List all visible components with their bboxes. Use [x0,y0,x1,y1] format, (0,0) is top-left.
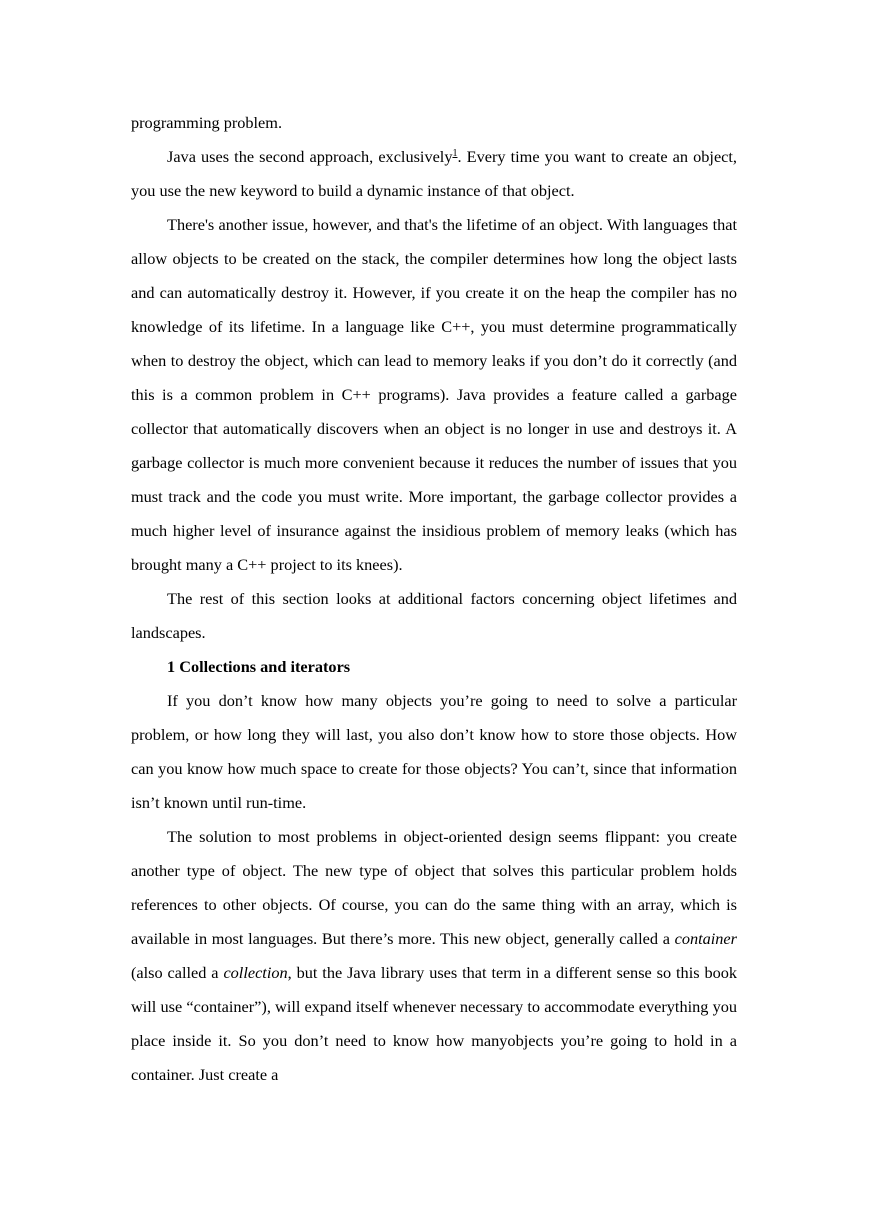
paragraph-text: (also called a [131,963,224,982]
paragraph-text: Java uses the second approach, exclusively [167,147,453,166]
term-collection: collection [223,963,288,982]
paragraph-text: The solution to most problems in object-oriented design seems flippant: you create another type of object. The new type of object that solves this particular problem holds references to other objects. Of course, you can do the same thing with an array, which is available in most languages. But there’s more. This new object, generally called a [131,827,737,948]
paragraph-unknown-objects: If you don’t know how many objects you’re going to need to solve a particular problem, or how long they will last, you also don’t know how to store those objects. How can you know how much space to create for those objects? You can’t, since that information isn’t known until run-time. [131,691,737,812]
paragraph-text: . Every time you want to create an object, you use the new keyword to build a dynamic instance of that object. [131,147,738,200]
paragraph-java-approach [131,140,737,208]
paragraph-object-lifetime: There's another issue, however, and that's the lifetime of an object. With languages that allow objects to be created on the stack, the compiler determines how long the object lasts and can automatically destroy it. However, if you create it on the heap the compiler has no knowledge of its lifetime. In a language like C++, you must determine programmatically when to destroy the object, which can lead to memory leaks if you don’t do it correctly (and this is a common problem in C++ programs). Java provides a feature called a garbage collector that automatically discovers when an object is no longer in use and destroys it. A garbage collector is much more convenient because it reduces the number of issues that you must track and the code you must write. More important, the garbage collector provides a much higher level of insurance against the insidious problem of memory leaks (which has brought many a C++ project to its knees). [131,215,737,574]
paragraph-container-solution [131,820,737,1092]
paragraph-text: , but the Java library uses that term in a different sense so this book will use “container”), will expand itself whenever necessary to accommodate everything you place inside it. So you don’t need to know how manyobjects you’re going to hold in a container. Just create a [131,963,738,1084]
paragraph-section-intro: The rest of this section looks at additional factors concerning object lifetimes and landscapes. [131,589,737,642]
body-text [131,106,737,1092]
term-container: container [674,929,737,948]
footnote-reference[interactable]: 1 [452,148,458,159]
section-heading: 1 Collections and iterators [167,657,351,676]
paragraph-continuation: programming problem. [131,113,283,132]
